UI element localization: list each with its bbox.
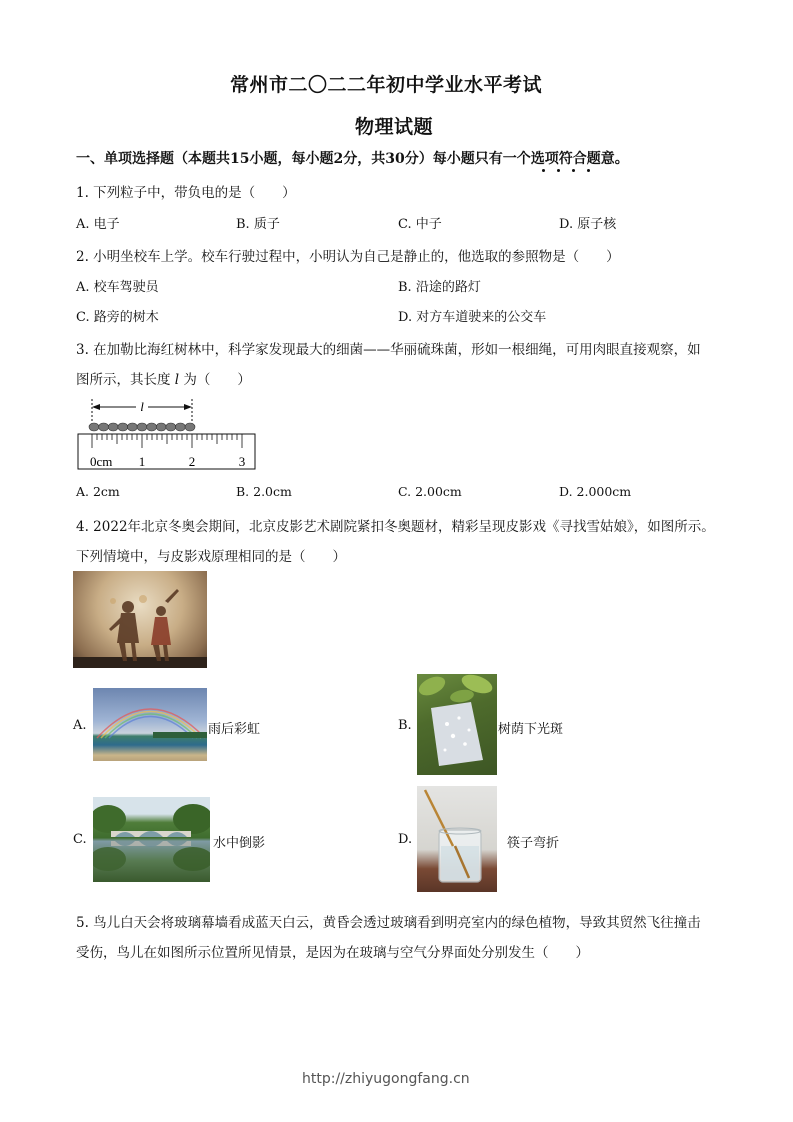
question-1-option-c[interactable]: C. 中子	[398, 217, 442, 232]
shadow-puppet-photo	[73, 571, 207, 668]
ruler-label-0cm: 0cm	[90, 454, 113, 469]
bacterium-bead	[108, 423, 118, 431]
question-3-option-b[interactable]: B. 2.0cm	[236, 484, 292, 499]
question-3-option-a[interactable]: A. 2cm	[76, 484, 120, 499]
question-3-stem-line2	[76, 368, 251, 388]
question-1-option-a[interactable]: A. 电子	[76, 217, 120, 232]
question-3-stem-line1: 3. 在加勒比海红树林中，科学家发现最大的细菌——华丽硫珠菌，形如一根细绳，可用肉眼直接观察，如	[76, 342, 701, 358]
question-4-stem-line1: 4. 2022年北京冬奥会期间，北京皮影艺术剧院紧扣冬奥题材，精彩呈现皮影戏《寻找雪姑娘》，如图所示。	[76, 519, 715, 535]
question-4-option-d-caption: 筷子弯折	[507, 836, 560, 851]
ruler-figure	[70, 395, 270, 475]
question-2-stem: 2. 小明坐校车上学。校车行驶过程中，小明认为自己是静止的，他选取的参照物是（ ）	[76, 249, 620, 265]
question-3-stem-end: 为（ ）	[183, 372, 251, 388]
question-4-stem-line2: 下列情境中，与皮影戏原理相同的是（ ）	[76, 549, 346, 565]
bent-chopstick-photo	[417, 786, 497, 892]
bacterium-bead	[166, 423, 176, 431]
exam-title: 常州市二〇二二年初中学业水平考试	[230, 74, 543, 96]
question-2-option-a[interactable]: A. 校车驾驶员	[76, 280, 159, 295]
ruler-label-3: 3	[238, 454, 246, 469]
question-4-option-c-letter[interactable]: C.	[73, 832, 87, 847]
question-1-option-b[interactable]: B. 质子	[236, 217, 280, 232]
bacterium-bead	[137, 423, 147, 431]
bridge-reflection-photo	[93, 797, 210, 882]
question-2-option-b[interactable]: B. 沿途的路灯	[398, 280, 481, 295]
question-4-option-d-letter[interactable]: D.	[398, 832, 413, 847]
emphasis-dot	[557, 169, 560, 172]
ruler-label-1: 1	[138, 454, 146, 469]
exam-subtitle: 物理试题	[355, 116, 434, 138]
bacterium-chain	[89, 423, 195, 431]
arrow-head-left	[92, 404, 100, 410]
bacterium-bead	[147, 423, 157, 431]
footer-url[interactable]: http://zhiyugongfang.cn	[302, 1071, 470, 1087]
question-5-stem-line1: 5. 鸟儿白天会将玻璃幕墙看成蓝天白云，黄昏会透过玻璃看到明亮室内的绿色植物，导致其贸然飞往撞击	[76, 915, 701, 931]
section-heading: 一、单项选择题（本题共15小题，每小题2分，共30分）每小题只有一个选项符合题意。	[76, 151, 629, 167]
question-4-option-a-letter[interactable]: A.	[73, 718, 87, 733]
question-1-option-d[interactable]: D. 原子核	[559, 217, 617, 232]
question-1-stem: 1. 下列粒子中，带负电的是（ ）	[76, 185, 296, 201]
bacterium-bead	[99, 423, 109, 431]
question-4-option-b-caption: 树荫下光斑	[498, 722, 564, 737]
question-4-option-a-caption: 雨后彩虹	[208, 722, 261, 737]
length-variable: l	[174, 372, 180, 388]
question-3-option-c[interactable]: C. 2.00cm	[398, 484, 462, 499]
question-4-option-b-letter[interactable]: B.	[398, 718, 412, 733]
bacterium-bead	[127, 423, 137, 431]
question-3-stem-text: 图所示，其长度	[76, 372, 171, 388]
rainbow-photo	[93, 688, 207, 761]
bacterium-bead	[118, 423, 128, 431]
bacterium-bead	[89, 423, 99, 431]
question-2-option-c[interactable]: C. 路旁的树木	[76, 310, 159, 325]
question-4-option-c-caption: 水中倒影	[213, 836, 266, 851]
tree-shade-light-spot-photo	[417, 674, 497, 775]
emphasis-dot	[542, 169, 545, 172]
ruler-label-2: 2	[188, 454, 196, 469]
arrow-head-right	[184, 404, 192, 410]
bacterium-bead	[156, 423, 166, 431]
bacterium-bead	[175, 423, 185, 431]
ruler-ticks	[92, 434, 242, 448]
question-3-option-d[interactable]: D. 2.000cm	[559, 484, 632, 499]
length-symbol: l	[140, 399, 144, 414]
bacterium-bead	[185, 423, 195, 431]
emphasis-dot	[572, 169, 575, 172]
question-2-option-d[interactable]: D. 对方车道驶来的公交车	[398, 310, 547, 325]
question-5-stem-line2: 受伤，鸟儿在如图所示位置所见情景，是因为在玻璃与空气分界面处分别发生（ ）	[76, 945, 589, 961]
emphasis-dot	[587, 169, 590, 172]
